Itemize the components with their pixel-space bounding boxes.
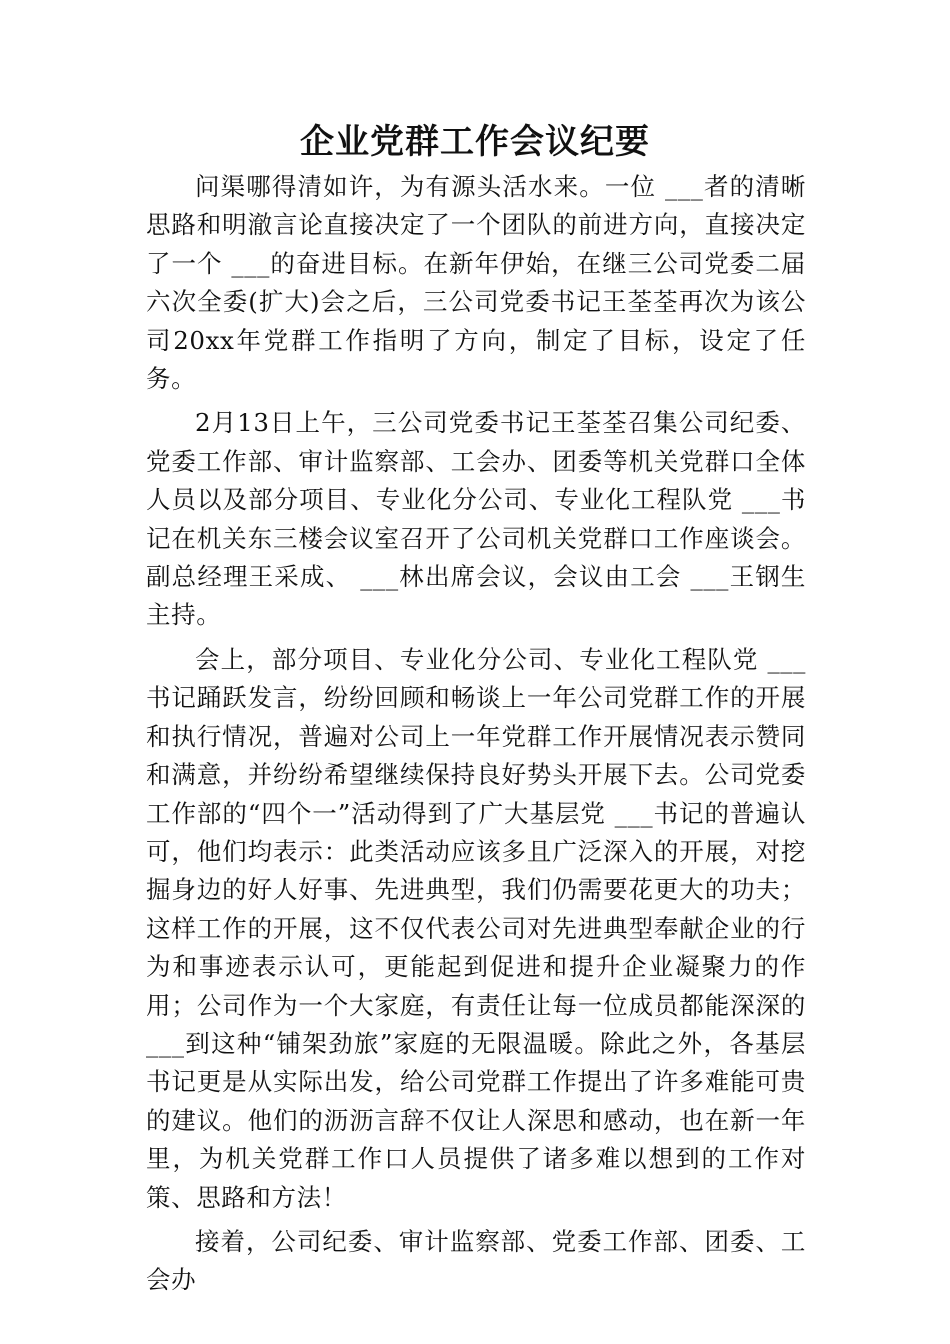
paragraph-discussion: 会上，部分项目、专业化分公司、专业化工程队党 ___书记踊跃发言，纷纷回顾和畅谈上一年公司党群工作的开展和执行情况，普遍对公司上一年党群工作开展情况表示赞同和满意，并纷纷希望继续保持良好势头开展下去。公司党委工作部的“四个一”活动得到了广大基层党 ___书记的普遍认可，他们均表示：此类活动应该多且广泛深入的开展，对挖掘身边的好人好事、先进典型，我们仍需要花更大的功夫；这样工作的开展，这不仅代表公司对先进典型奉献企业的行为和事迹表示认可，更能起到促进和提升企业凝聚力的作用；公司作为一个大家庭，有责任让每一位成员都能深深的 ___到这种“铺架劲旅”家庭的无限温暖。除此之外，各基层书记更是从实际出发，给公司党群工作提出了许多难能可贵的建议。他们的沥沥言辞不仅让人深思和感动，也在新一年里，为机关党群工作口人员提供了诸多难以想到的工作对策、思路和方法！ bbox=[146, 644, 806, 1212]
paragraph-meeting-info: 2月13日上午，三公司党委书记王荃荃召集公司纪委、党委工作部、审计监察部、工会办、团委等机关党群口全体人员以及部分项目、专业化分公司、专业化工程队党 ___书记在机关东三楼会议室召开了公司机关党群口工作座谈会。副总经理王采成、 ___林出席会议，会议由工会 ___王钢生主持。 bbox=[146, 408, 806, 630]
paragraph-intro: 问渠哪得清如许，为有源头活水来。一位 ___者的清晰思路和明澈言论直接决定了一个团队的前进方向，直接决定了一个 ___的奋进目标。在新年伊始，在继三公司党委二届六次全委(扩大)会之后，三公司党委书记王荃荃再次为该公司20xx年党群工作指明了方向，制定了目标，设定了任务。 bbox=[146, 172, 806, 394]
document-title: 企业党群工作会议纪要 bbox=[300, 122, 650, 162]
paragraph-continuation: 接着，公司纪委、审计监察部、党委工作部、团委、工会办 bbox=[146, 1226, 806, 1295]
document-body bbox=[146, 168, 806, 1306]
